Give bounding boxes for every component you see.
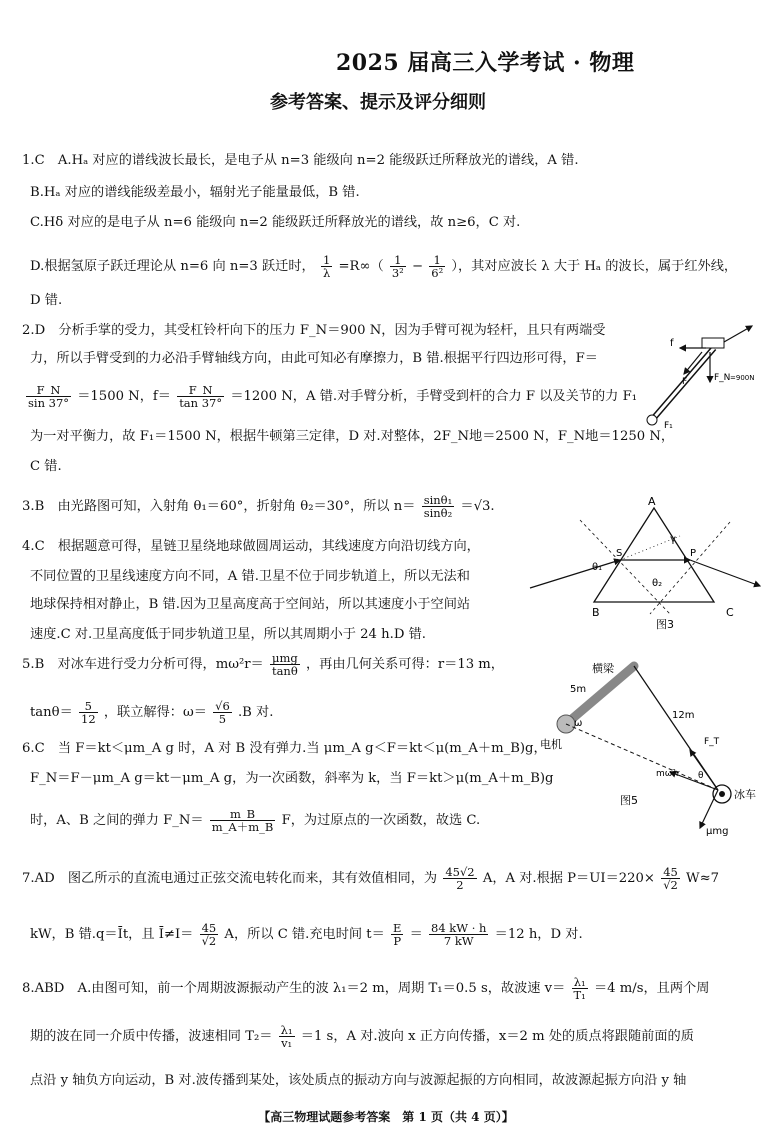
q1-d-den: λ: [322, 266, 331, 280]
q5-frac3: [213, 700, 232, 725]
q7-f5-num: 84 kW · h: [431, 921, 487, 935]
q7-text-g: ＝: [409, 927, 423, 942]
answer-subtitle: 参考答案、提示及评分细则: [270, 92, 486, 113]
q8-line-3: 点沿 y 轴负方向运动，B 对.波传播到某处，该处质点的振动方向与波源起振的方向相同，故波源起振方向沿 y 轴: [30, 1073, 687, 1088]
q3-text-a: 3.B 由光路图可知，入射角 θ₁＝60°，折射角 θ₂＝30°，所以 n＝: [22, 499, 416, 514]
label-f: f: [670, 338, 674, 349]
q5-text-c: tanθ＝: [30, 705, 73, 720]
q7-f2-den: √2: [663, 878, 678, 892]
q4-line-1: 4.C 根据题意可得，星链卫星绕地球做圆周运动，其线速度方向沿切线方向，: [22, 539, 480, 554]
q2-f1-den: sin 37°: [28, 396, 70, 410]
q1-line-b: B.Hₐ 对应的谱线能级差最小，辐射光子能量最低，B 错.: [30, 185, 360, 200]
q1-d-f2-num: 1: [429, 254, 445, 267]
vertex-B: B: [592, 606, 600, 619]
q8-text-b: ＝4 m/s，且两个周: [593, 981, 710, 996]
q1-d-frac2: [429, 254, 445, 279]
omega-label: ω: [574, 718, 583, 729]
label-fn-val: =900N: [730, 374, 755, 382]
q1-line-c: C.Hδ 对应的是电子从 n=6 能级向 n=2 能级跃迁所释放光的谱线，故 n≥6，C 对.: [30, 215, 521, 230]
q1-d-mid: =R∞（: [338, 259, 384, 274]
theta-label: θ: [698, 771, 704, 781]
q5-line-1: [22, 652, 504, 677]
length-5m: 5m: [570, 684, 587, 695]
q7-frac4: [391, 922, 403, 947]
q2-f2-den: tan 37°: [179, 396, 223, 410]
q5-frac1: [270, 652, 300, 677]
q1-d-fraction: [321, 254, 332, 279]
q5-f2-num: 5: [79, 700, 98, 713]
q2-force-diagram: [640, 322, 760, 432]
q5-text-b: ，再由几何关系可得：r＝13 m，: [305, 657, 504, 672]
point-P: P: [690, 548, 697, 559]
q6-text-b: F，为过原点的一次函数，故选 C.: [281, 813, 481, 828]
q7-line-1: [22, 866, 719, 891]
q1-d-text2: ），其对应波长 λ 大于 Hₐ 的波长，属于红外线，: [451, 259, 738, 274]
q8-text-a: 8.ABD A.由图可知，前一个周期波源振动产生的波 λ₁＝2 m，周期 T₁＝0.5 s，故波速 v＝: [22, 981, 566, 996]
q6-den: m_A＋m_B: [211, 820, 274, 834]
q3-den: sinθ₂: [423, 506, 453, 520]
q1-line-d3: D 错.: [30, 293, 63, 308]
q7-f1-num: 45√2: [445, 865, 475, 879]
q6-line-2: F_N＝F－μm_A g＝kt－μm_A g，为一次函数，斜率为 k，当 F＝kt＞μ(m_A＋m_B)g: [30, 771, 554, 786]
q1-d-frac1: [390, 254, 406, 279]
q7-frac2: [661, 866, 680, 891]
prism-diagram-fig3: [520, 496, 765, 632]
q8-line-2: [30, 1024, 694, 1049]
q7-f2-num: 45: [661, 866, 680, 879]
q1-d-f2-den: 6²: [431, 266, 444, 280]
q1-d-minus: −: [411, 259, 424, 274]
q5-text-a: 5.B 对冰车进行受力分析可得，mω²r＝: [22, 657, 264, 672]
theta1-label: θ₁: [592, 562, 603, 573]
q8-f1-den: T₁: [573, 988, 586, 1002]
q6-line-1: 6.C 当 F＝kt＜μm_A g 时，A 对 B 没有弹力.当 μm_A g＜F＝kt＜μ(m_A＋m_B)g，: [22, 741, 547, 756]
q6-line-3: [30, 808, 480, 833]
q2-line-3b: ＝1200 N，A 错.对手臂分析，手臂受到杆的合力 F 以及关节的力 F₁: [230, 389, 638, 404]
q8-frac1: [572, 976, 588, 1001]
q1-line-a: 1.C A.Hₐ 对应的谱线波长最长，是电子从 n=3 能级向 n=2 能级跃迁所释放光的谱线，A 错.: [22, 153, 579, 168]
exit-ray: [690, 560, 760, 586]
q2-line-1: 2.D 分析手掌的受力，其受杠铃杆向下的压力 F_N＝900 N，因为手臂可视为轻杆，且只有两端受: [22, 323, 606, 338]
q7-f3-den: √2: [201, 934, 217, 948]
gamma-label: γ: [670, 534, 676, 545]
q2-f1-num: F_N: [26, 384, 71, 397]
q8-f1-num: λ₁: [572, 976, 588, 989]
friction-arrow: [700, 790, 718, 828]
vertex-C: C: [726, 606, 734, 619]
q2-frac2: [177, 384, 224, 409]
q7-frac5: [429, 922, 488, 947]
q2-line-5: C 错.: [30, 459, 62, 474]
joint-circle: [647, 415, 657, 425]
q3-frac: [422, 494, 455, 519]
q8-text-c: 期的波在同一介质中传播，波速相同 T₂＝: [30, 1029, 273, 1044]
q3-line: [22, 494, 495, 519]
icecar-diagram-fig5: [540, 660, 766, 840]
q4-line-2: 不同位置的卫星线速度方向不同，A 错.卫星不位于同步轨道上，所以无法和: [30, 569, 470, 584]
incident-ray: [530, 560, 620, 588]
q8-frac2: [279, 1024, 295, 1049]
hand-block: [702, 338, 724, 348]
q2-line-3: [24, 384, 637, 409]
q1-d-text1: D.根据氢原子跃迁理论从 n=6 向 n=3 跃迁时，: [30, 259, 315, 274]
q7-text-d: kW，B 错.q＝Īt，且 Ī≠I＝: [30, 927, 194, 942]
q6-text-a: 时，A、B 之间的弹力 F_N＝: [30, 813, 204, 828]
q5-text-e: .B 对.: [237, 705, 274, 720]
q2-line-4: 为一对平衡力，故 F₁＝1500 N，根据牛顿第三定律，D 对.对整体，2F_N地＝2500 N，F_N地＝1250 N，: [30, 429, 675, 444]
q7-f4-num: E: [393, 921, 402, 935]
q7-frac3: [200, 922, 219, 947]
icecar-center: [719, 791, 725, 797]
q1-d-f1-num: 1: [390, 254, 406, 267]
q8-f2-num: λ₁: [280, 1023, 293, 1037]
q2-line-3a: ＝1500 N，f＝: [77, 389, 171, 404]
label-fn: F_N: [714, 373, 731, 383]
theta2-label: θ₂: [652, 578, 663, 589]
icecar-label: 冰车: [734, 788, 756, 801]
q8-f2-den: v₁: [281, 1036, 293, 1050]
q5-f3-num: √6: [215, 699, 230, 713]
ft-label: F_T: [704, 737, 720, 747]
q7-text-h: ＝12 h，D 对.: [494, 927, 583, 942]
q4-line-4: 速度.C 对.卫星高度低于同步轨道卫星，所以其周期小于 24 h.D 错.: [30, 627, 426, 642]
page-footer: 【高三物理试题参考答案 第 1 页（共 4 页）】: [258, 1110, 514, 1124]
fig5-caption: 图5: [620, 794, 638, 807]
q7-text-e: A，所以 C 错.充电时间 t＝: [224, 927, 385, 942]
q3-num: sinθ₁: [423, 493, 453, 507]
q3-text-b: ＝√3.: [460, 499, 495, 514]
q5-line-2: [30, 700, 273, 725]
q7-f1-den: 2: [456, 878, 464, 892]
mw2r-label: mω²r: [656, 769, 680, 779]
q1-d-num: 1: [322, 253, 331, 267]
length-12m: 12m: [672, 710, 695, 721]
q6-num: m_B: [210, 808, 276, 821]
exam-title: 2025 届高三入学考试 · 物理: [336, 50, 635, 76]
q7-f3-num: 45: [200, 922, 219, 935]
mumg-label: μmg: [706, 826, 729, 837]
q7-frac1: [443, 866, 476, 891]
q7-text-b: A，A 对.根据 P＝UI＝220×: [482, 871, 655, 886]
vertex-A: A: [648, 496, 656, 508]
label-F: F: [682, 377, 688, 387]
q8-line-1: [22, 976, 709, 1001]
q5-text-d: ，联立解得：ω＝: [103, 705, 207, 720]
q8-text-d: ＝1 s，A 对.波向 x 正方向传播，x＝2 m 处的质点将跟随前面的质: [300, 1029, 694, 1044]
label-F1: F₁: [664, 421, 673, 431]
q6-frac: [210, 808, 276, 833]
motor-label: 电机: [540, 738, 562, 751]
q4-line-3: 地球保持相对静止，B 错.因为卫星高度高于空间站，所以其速度小于空间站: [30, 597, 471, 612]
q5-f2-den: 12: [81, 712, 96, 726]
q7-line-2: [30, 922, 583, 947]
q7-text-a: 7.AD 图乙所示的直流电通过正弦交流电转化而来，其有效值相同，为: [22, 871, 438, 886]
q5-f-den: tanθ: [271, 664, 298, 678]
q7-f4-den: P: [393, 934, 402, 948]
fig3-caption: 图3: [656, 618, 674, 631]
q7-f5-den: 7 kW: [443, 934, 474, 948]
bar-arrow: [724, 326, 752, 342]
q1-d-f1-den: 3²: [391, 266, 404, 280]
q2-frac1: [26, 384, 71, 409]
q2-line-2: 力，所以手臂受到的力必沿手臂轴线方向，由此可知必有摩擦力，B 错.根据平行四边形可得，F＝: [30, 351, 598, 366]
q7-text-c: W≈7: [686, 871, 720, 886]
q1-line-d: [30, 254, 737, 279]
point-S: S: [616, 548, 623, 559]
beam-label: 横梁: [592, 662, 614, 675]
q5-f-num: μmg: [270, 652, 300, 665]
q5-f3-den: 5: [218, 712, 227, 726]
q5-frac2: [79, 700, 98, 725]
normal-p: [650, 522, 730, 614]
q2-f2-num: F_N: [177, 384, 224, 397]
